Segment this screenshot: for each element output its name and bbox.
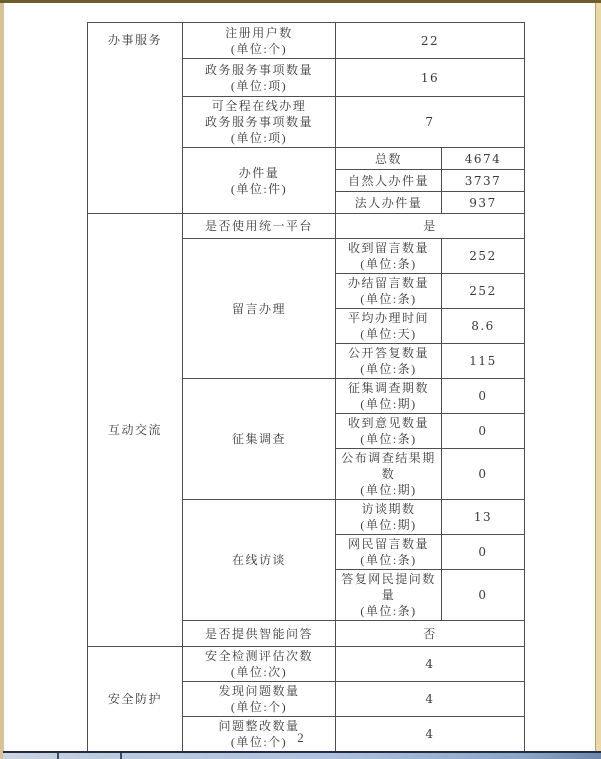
submetric-label-cell xyxy=(336,239,442,274)
submetric-unit: (单位:条) xyxy=(360,362,417,376)
metric-unit: (单位:项) xyxy=(230,131,288,145)
group-label-liuyanbanli xyxy=(183,239,336,379)
submetric-unit: (单位:条) xyxy=(360,432,417,446)
submetric-value: 0 xyxy=(442,414,525,449)
metric-label-cell xyxy=(183,59,336,97)
metric-label: 是否使用统一平台 xyxy=(183,214,336,239)
submetric-label: 公开答复数量 xyxy=(347,346,429,360)
submetric-unit: (单位:条) xyxy=(360,553,417,567)
submetric-label: 收到留言数量 xyxy=(347,241,429,255)
next-page-table-divider xyxy=(57,753,59,759)
metric-value: 7 xyxy=(336,97,525,148)
metric-label: 安全检测评估次数 xyxy=(204,649,313,663)
submetric-value: 13 xyxy=(442,500,525,535)
group-label: 在线访谈 xyxy=(231,553,286,567)
metric-label: 政务服务事项数量 xyxy=(204,62,313,77)
statistics-table xyxy=(87,22,525,752)
table-row xyxy=(88,647,525,682)
submetric-value: 0 xyxy=(442,535,525,570)
table-row xyxy=(88,23,525,59)
group-label: 留言办理 xyxy=(231,301,286,316)
submetric-label: 网民留言数量 xyxy=(347,537,429,551)
submetric-unit: (单位:天) xyxy=(360,327,417,341)
group-label: 征集调查 xyxy=(231,432,286,446)
submetric-label-cell xyxy=(336,379,442,414)
metric-label-cell xyxy=(183,647,336,682)
submetric-value: 0 xyxy=(442,449,525,500)
scan-left-edge xyxy=(0,3,4,759)
submetric-label-cell xyxy=(336,570,442,621)
submetric-label-cell xyxy=(336,535,442,570)
submetric-value: 4674 xyxy=(442,148,525,170)
submetric-value: 3737 xyxy=(442,170,525,192)
metric-value: 4 xyxy=(336,647,525,682)
submetric-unit: (单位:条) xyxy=(360,292,417,306)
submetric-value: 252 xyxy=(442,239,525,274)
metric-label-line2: 政务服务事项数量 xyxy=(204,115,313,129)
submetric-value: 252 xyxy=(442,274,525,309)
metric-label: 是否提供智能问答 xyxy=(183,621,336,647)
submetric-label: 办结留言数量 xyxy=(347,276,429,290)
group-label-zhengjidiaocha xyxy=(183,379,336,500)
scan-top-edge xyxy=(0,0,601,3)
submetric-value: 937 xyxy=(442,192,525,214)
submetric-value: 0 xyxy=(442,570,525,621)
metric-unit: (单位:个) xyxy=(230,41,288,56)
next-page-table-divider xyxy=(120,753,122,759)
metric-label-cell xyxy=(183,97,336,148)
section-label: 互动交流 xyxy=(107,423,162,437)
submetric-value: 0 xyxy=(442,379,525,414)
metric-unit: (单位:个) xyxy=(230,700,288,714)
metric-value: 4 xyxy=(336,682,525,717)
submetric-label: 公布调查结果期数 xyxy=(341,451,436,481)
submetric-unit: (单位:期) xyxy=(360,518,417,532)
scan-right-edge xyxy=(595,3,601,759)
section-label: 安全防护 xyxy=(107,692,162,706)
submetric-unit: (单位:期) xyxy=(360,483,417,497)
metric-label: 问题整改数量 xyxy=(218,719,300,733)
submetric-label-cell xyxy=(336,414,442,449)
submetric-value: 115 xyxy=(442,344,525,379)
page-number: 2 xyxy=(297,730,304,745)
metric-value: 22 xyxy=(336,23,525,59)
submetric-label: 访谈期数 xyxy=(361,502,416,516)
metric-label: 注册用户数 xyxy=(225,25,293,40)
metric-label-cell xyxy=(183,23,336,59)
metric-label: 可全程在线办理 xyxy=(211,99,307,113)
table-row xyxy=(88,214,525,239)
section-label: 办事服务 xyxy=(107,33,162,47)
section-label-banshifuwu xyxy=(88,23,183,214)
metric-unit: (单位:个) xyxy=(230,735,288,749)
metric-value: 否 xyxy=(336,621,525,647)
submetric-label-cell xyxy=(336,449,442,500)
metric-value: 4 xyxy=(336,717,525,752)
submetric-label: 法人办件量 xyxy=(336,192,442,214)
group-label: 办件量 xyxy=(238,165,280,180)
submetric-label-cell xyxy=(336,500,442,535)
submetric-label: 总数 xyxy=(336,148,442,170)
group-unit: (单位:件) xyxy=(230,181,288,196)
submetric-label: 征集调查期数 xyxy=(347,381,429,395)
next-page-top-edge xyxy=(3,751,601,759)
submetric-label: 答复网民提问数量 xyxy=(341,572,436,602)
submetric-label-cell xyxy=(336,309,442,344)
submetric-label-cell xyxy=(336,274,442,309)
metric-value: 16 xyxy=(336,59,525,97)
metric-value: 是 xyxy=(336,214,525,239)
submetric-label-cell xyxy=(336,344,442,379)
group-label-zaixianfangtan xyxy=(183,500,336,621)
metric-unit: (单位:次) xyxy=(230,665,288,679)
submetric-unit: (单位:条) xyxy=(360,604,417,618)
submetric-unit: (单位:期) xyxy=(360,397,417,411)
submetric-label: 收到意见数量 xyxy=(347,416,429,430)
submetric-label: 平均办理时间 xyxy=(347,311,429,325)
submetric-value: 8.6 xyxy=(442,309,525,344)
submetric-unit: (单位:条) xyxy=(360,257,417,271)
metric-unit: (单位:项) xyxy=(230,78,288,93)
section-label-hudongjiaoliu xyxy=(88,214,183,647)
submetric-label: 自然人办件量 xyxy=(336,170,442,192)
group-label-banjianliang xyxy=(183,148,336,214)
metric-label-cell xyxy=(183,682,336,717)
metric-label: 发现问题数量 xyxy=(218,684,300,698)
